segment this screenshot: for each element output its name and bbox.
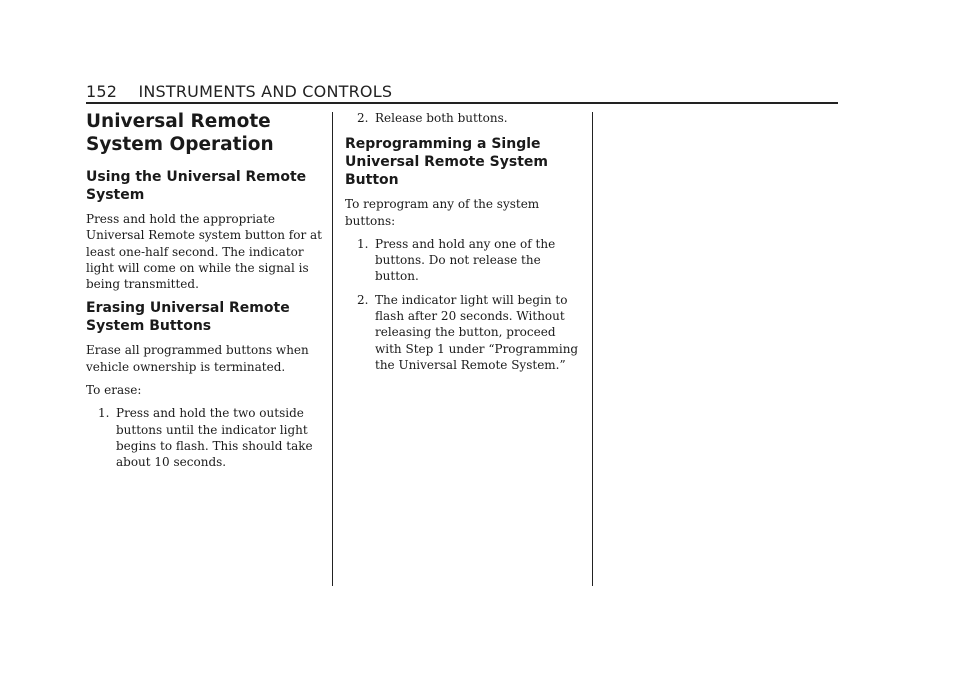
using-paragraph: Press and hold the appropriate Universal Remote system button for at least one-half second. The indicator light will come on while the signal is being transmitted.: [86, 212, 322, 292]
reprogramming-heading: Reprogramming a Single Universal Remote System Button: [345, 136, 548, 189]
using-heading: Using the Universal Remote System: [86, 169, 307, 203]
section-title: INSTRUMENTS AND CONTROLS: [138, 82, 393, 101]
step-text: Press and hold the two outside buttons until the indicator light begins to flash. This should take about 10 seconds.: [116, 406, 313, 470]
erasing-intro: To erase:: [86, 383, 142, 398]
reprogramming-intro: To reprogram any of the system buttons:: [345, 197, 540, 228]
step-text: Release both buttons.: [375, 111, 508, 125]
continued-steps: [345, 110, 585, 126]
column-2: [345, 110, 585, 380]
step-text: The indicator light will begin to flash after 20 seconds. Without releasing the button, proceed with Step 1 under “Programming the Universal Remote System.”: [375, 292, 579, 372]
step-number: 1.: [98, 406, 110, 421]
step-number: 2.: [357, 111, 369, 125]
page-number: 152: [86, 82, 118, 101]
column-1: [86, 110, 326, 478]
list-item: [345, 236, 585, 285]
column-divider-1: [332, 112, 333, 586]
main-heading: Universal Remote System Operation: [86, 111, 274, 155]
erasing-paragraph: Erase all programmed buttons when vehicle ownership is terminated.: [86, 343, 309, 374]
reprogramming-steps: [345, 236, 585, 373]
list-item: [345, 292, 585, 373]
page-header: [86, 82, 392, 101]
header-rule: [86, 102, 838, 104]
erasing-steps: [86, 405, 326, 470]
column-divider-2: [592, 112, 593, 586]
list-item: [345, 110, 585, 126]
list-item: [86, 405, 326, 470]
erasing-heading: Erasing Universal Remote System Buttons: [86, 300, 290, 335]
step-text: Press and hold any one of the buttons. Do not release the button.: [375, 236, 556, 284]
step-number: 2.: [357, 292, 369, 307]
step-number: 1.: [357, 236, 369, 251]
